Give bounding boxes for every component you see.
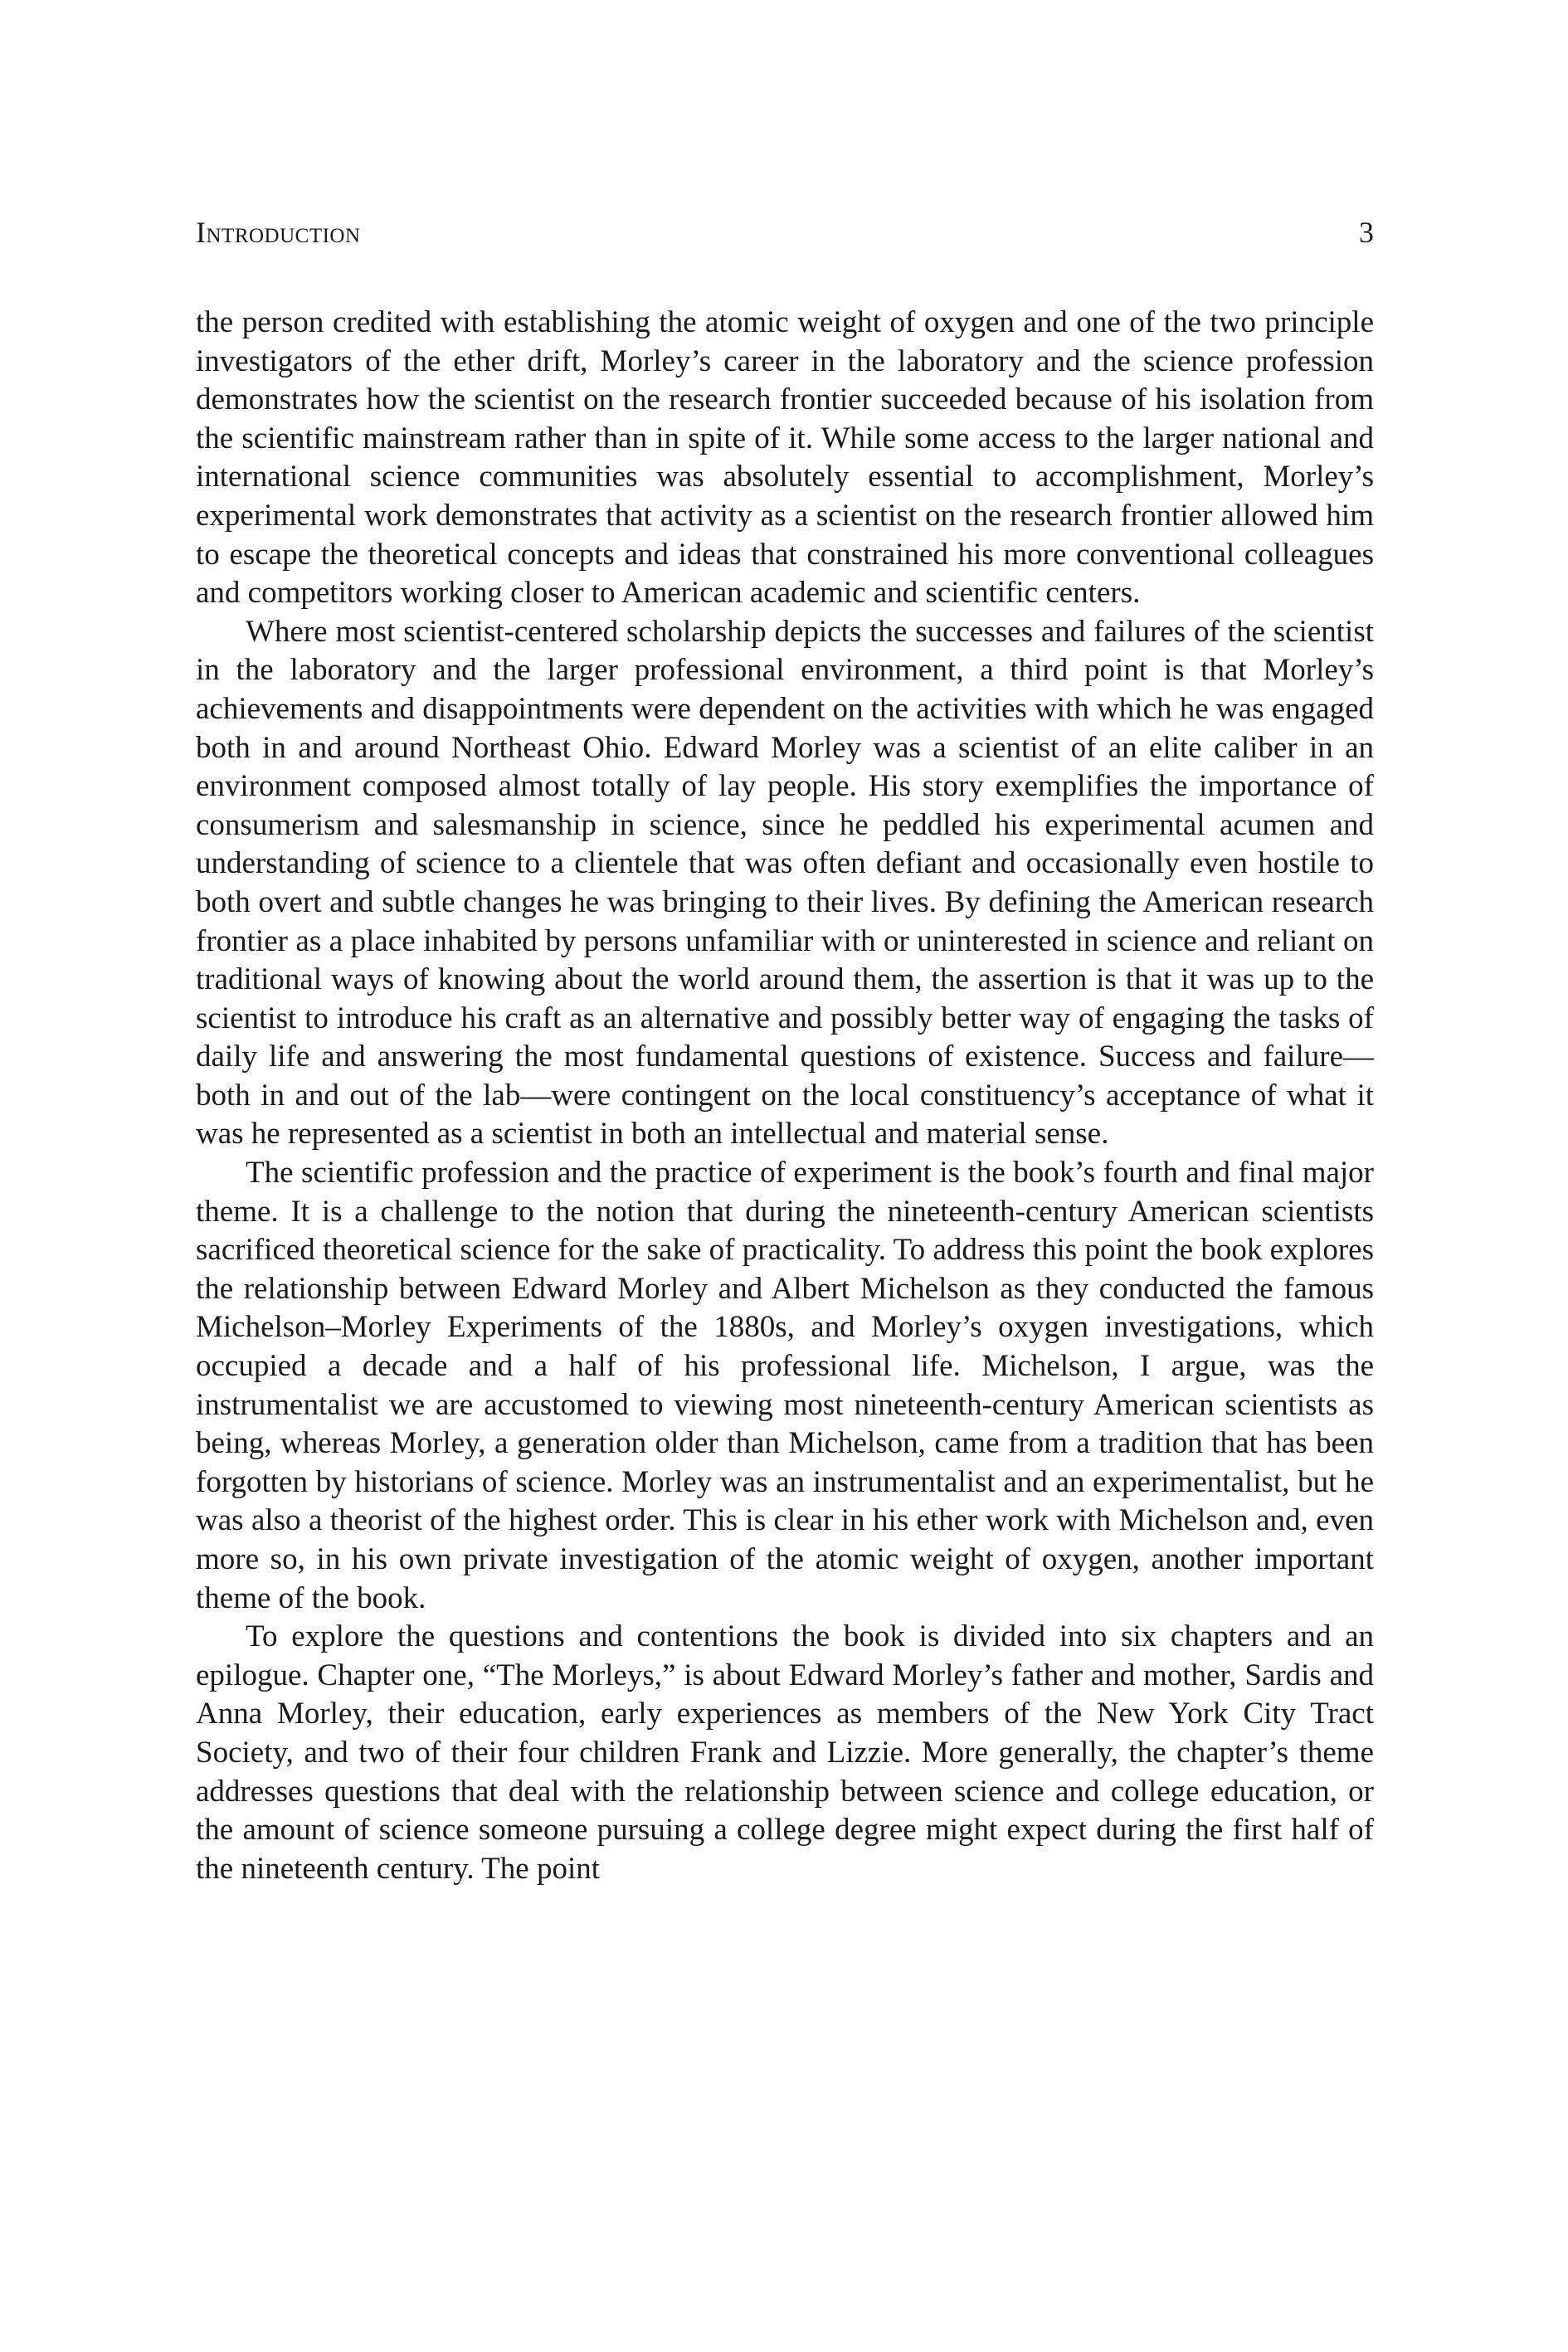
- paragraph-4: To explore the questions and contentions the book is divided into six chapters and an epilogue. Chapter one, “The Morleys,” is about Edward Morley’s father and mother, Sardis and Anna Morley, their education, early experiences as members of the New York City Tract Society, and two of their four children Frank and Lizzie. More generally, the chapter’s theme addresses questions that deal with the relationship between science and college education, or the amount of science someone pursuing a college degree might expect during the first half of the nineteenth century. The point: [196, 1619, 1374, 1886]
- paragraph-3: The scientific profession and the practice of experiment is the book’s fourth and final major theme. It is a challenge to the notion that during the nineteenth-century American scientists sacrificed theoretical science for the sake of practicality. To address this point the book explores the relationship between Edward Morley and Albert Michelson as they conducted the famous Michelson–Morley Experiments of the 1880s, and Morley’s oxygen investigations, which occupied a decade and a half of his professional life. Michelson, I argue, was the instrumentalist we are accustomed to viewing most nineteenth-century American scientists as being, whereas Morley, a generation older than Michelson, came from a tradition that has been forgotten by historians of science. Morley was an instrumentalist and an experimentalist, but he was also a theorist of the highest order. This is clear in his ether work with Michelson and, even more so, in his own private investigation of the atomic weight of oxygen, another important theme of the book.: [196, 1156, 1374, 1615]
- body-text: [196, 304, 1374, 1888]
- paragraph-1: the person credited with establishing the atomic weight of oxygen and one of the two principle investigators of the ether drift, Morley’s career in the laboratory and the science profession demonstrates how the scientist on the research frontier succeeded because of his isolation from the scientific mainstream rather than in spite of it. While some access to the larger national and international science communities was absolutely essential to accomplishment, Morley’s experimental work demonstrates that activity as a scientist on the research frontier allowed him to escape the theoretical concepts and ideas that constrained his more conventional colleagues and competitors working closer to American academic and scientific centers.: [196, 305, 1374, 611]
- section-title: Introduction: [196, 216, 361, 249]
- running-head: [196, 214, 1374, 251]
- book-page: [196, 214, 1374, 1888]
- paragraph-2: Where most scientist-centered scholarship depicts the successes and failures of the scientist in the laboratory and the larger professional environment, a third point is that Morley’s achievements and disappointments were dependent on the activities with which he was engaged both in and around Northeast Ohio. Edward Morley was a scientist of an elite caliber in an environment composed almost totally of lay people. His story exemplifies the importance of consumerism and salesmanship in science, since he peddled his experimental acumen and understanding of science to a clientele that was often defiant and occasionally even hostile to both overt and subtle changes he was bringing to their lives. By defining the American research frontier as a place inhabited by persons unfamiliar with or uninterested in science and reliant on traditional ways of knowing about the world around them, the assertion is that it was up to the scientist to introduce his craft as an alternative and possibly better way of engaging the tasks of daily life and answering the most fundamental questions of existence. Success and failure—both in and out of the lab—were contingent on the local constituency’s acceptance of what it was he represented as a scientist in both an intellectual and material sense.: [196, 614, 1374, 1152]
- page-number: 3: [1359, 216, 1374, 249]
